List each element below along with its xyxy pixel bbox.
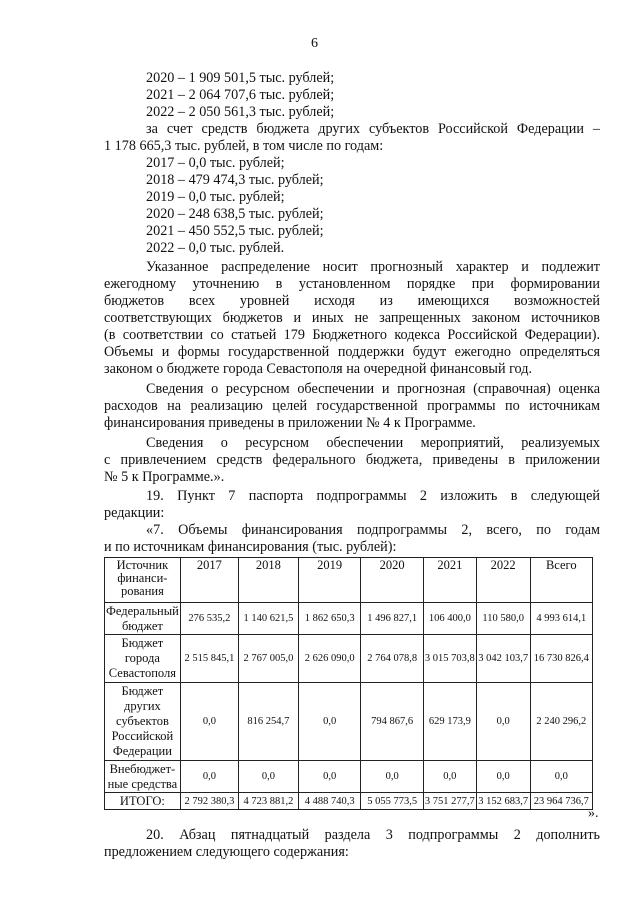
text-line: 19. Пункт 7 паспорта подпрограммы 2 изложить в следующей [146,488,600,504]
table-cell: 110 580,0 [476,603,530,635]
table-cell: 2 764 078,8 [361,635,424,683]
text-line: расходов на реализацию целей государственной программы по источникам [104,398,600,414]
table-cell: 0,0 [180,761,238,793]
text-line: Указанное распределение носит прогнозный характер и подлежит [146,259,600,275]
text-line: «7. Объемы финансирования подпрограммы 2, всего, по годам [146,522,600,538]
text-line: 2022 – 2 050 561,3 тыс. рублей; [146,104,335,120]
table-cell: 3 751 277,7 [423,793,476,810]
text-line: бюджетов всех уровней исходя из имеющихся возможностей [104,293,600,309]
column-header: 2022 [476,558,530,603]
column-header: Всего [530,558,592,603]
table-cell: 629 173,9 [423,683,476,761]
column-header: Источник финанси-рования [105,558,181,603]
table-cell: 0,0 [423,761,476,793]
row-label: Федеральный бюджет [106,603,179,633]
table-cell: 0,0 [298,683,361,761]
table-cell: 0,0 [530,761,592,793]
text-line: финансирования приведены в приложении № 4 к Программе. [104,415,476,431]
text-line: и по источникам финансирования (тыс. рублей): [104,539,397,555]
column-header: 2017 [180,558,238,603]
text-line: соответствующих бюджетов и иных не запрещенных законом источников [104,310,600,326]
table-cell: 106 400,0 [423,603,476,635]
table-row [105,683,593,761]
table-cell: 1 140 621,5 [238,603,298,635]
text-line: с привлечением средств федерального бюджета, приведены в приложении [104,452,600,468]
table-cell: 1 862 650,3 [298,603,361,635]
page-number: 6 [311,36,318,51]
table-cell: 816 254,7 [238,683,298,761]
table-cell: 1 496 827,1 [361,603,424,635]
text-line: ежегодному уточнению в установленном порядке при формировании [104,276,600,292]
text-line: 20. Абзац пятнадцатый раздела 3 подпрограммы 2 дополнить [146,827,600,843]
text-line: за счет средств бюджета других субъектов Российской Федерации – [146,121,600,137]
closing-quote: ». [588,806,599,821]
table-cell: 794 867,6 [361,683,424,761]
row-label: Бюджет города Севастополя [105,635,181,683]
table-header-row [105,558,593,603]
text-line: № 5 к Программе.». [104,469,225,485]
table-cell: 4 723 881,2 [238,793,298,810]
table-cell: 0,0 [298,761,361,793]
table-cell: 276 535,2 [180,603,238,635]
table-cell: 0,0 [476,683,530,761]
financing-table [104,557,593,810]
table-cell: 0,0 [361,761,424,793]
text-line: 2022 – 0,0 тыс. рублей. [146,240,285,256]
table-cell: 3 152 683,7 [476,793,530,810]
table-cell: 2 240 296,2 [530,683,592,761]
text-line: редакции: [104,505,165,521]
row-label: Внебюджет-ные средства [105,761,181,793]
row-label: Бюджет других субъектов Российской Федерации [105,683,181,761]
column-header: 2020 [361,558,424,603]
text-line: Объемы и формы государственной поддержки будут ежегодно определяться [104,344,600,360]
table-cell: 2 626 090,0 [298,635,361,683]
table-cell: 2 515 845,1 [180,635,238,683]
column-header: 2021 [423,558,476,603]
text-line: 2020 – 248 638,5 тыс. рублей; [146,206,324,222]
text-line: законом о бюджете города Севастополя на очередной финансовый год. [104,361,533,377]
table-row [105,635,593,683]
table-cell: 4 993 614,1 [530,603,592,635]
text-line: 2018 – 479 474,3 тыс. рублей; [146,172,324,188]
column-header: 2018 [238,558,298,603]
table-cell: 5 055 773,5 [361,793,424,810]
table-cell: 0,0 [238,761,298,793]
table-cell: 0,0 [476,761,530,793]
text-line: 1 178 665,3 тыс. рублей, в том числе по годам: [104,138,384,154]
table-row [105,603,593,635]
table-cell: 16 730 826,4 [530,635,592,683]
column-header: 2019 [298,558,361,603]
table-total-row [105,793,593,810]
table-cell: 3 042 103,7 [476,635,530,683]
text-line: 2019 – 0,0 тыс. рублей; [146,189,285,205]
text-line: 2017 – 0,0 тыс. рублей; [146,155,285,171]
table-row [105,761,593,793]
row-label: ИТОГО: [105,793,181,810]
text-line: Сведения о ресурсном обеспечении и прогнозная (справочная) оценка [146,381,600,397]
table-cell: 23 964 736,7 [530,793,592,810]
table-cell: 0,0 [180,683,238,761]
table-cell: 3 015 703,8 [423,635,476,683]
table-cell: 2 792 380,3 [180,793,238,810]
table-cell: 4 488 740,3 [298,793,361,810]
text-line: предложением следующего содержания: [104,844,349,860]
text-line: 2021 – 2 064 707,6 тыс. рублей; [146,87,335,103]
text-line: 2020 – 1 909 501,5 тыс. рублей; [146,70,335,86]
text-line: (в соответствии со статьей 179 Бюджетного кодекса Российской Федерации). [104,327,600,343]
text-line: 2021 – 450 552,5 тыс. рублей; [146,223,324,239]
text-line: Сведения о ресурсном обеспечении мероприятий, реализуемых [146,435,600,451]
table-cell: 2 767 005,0 [238,635,298,683]
